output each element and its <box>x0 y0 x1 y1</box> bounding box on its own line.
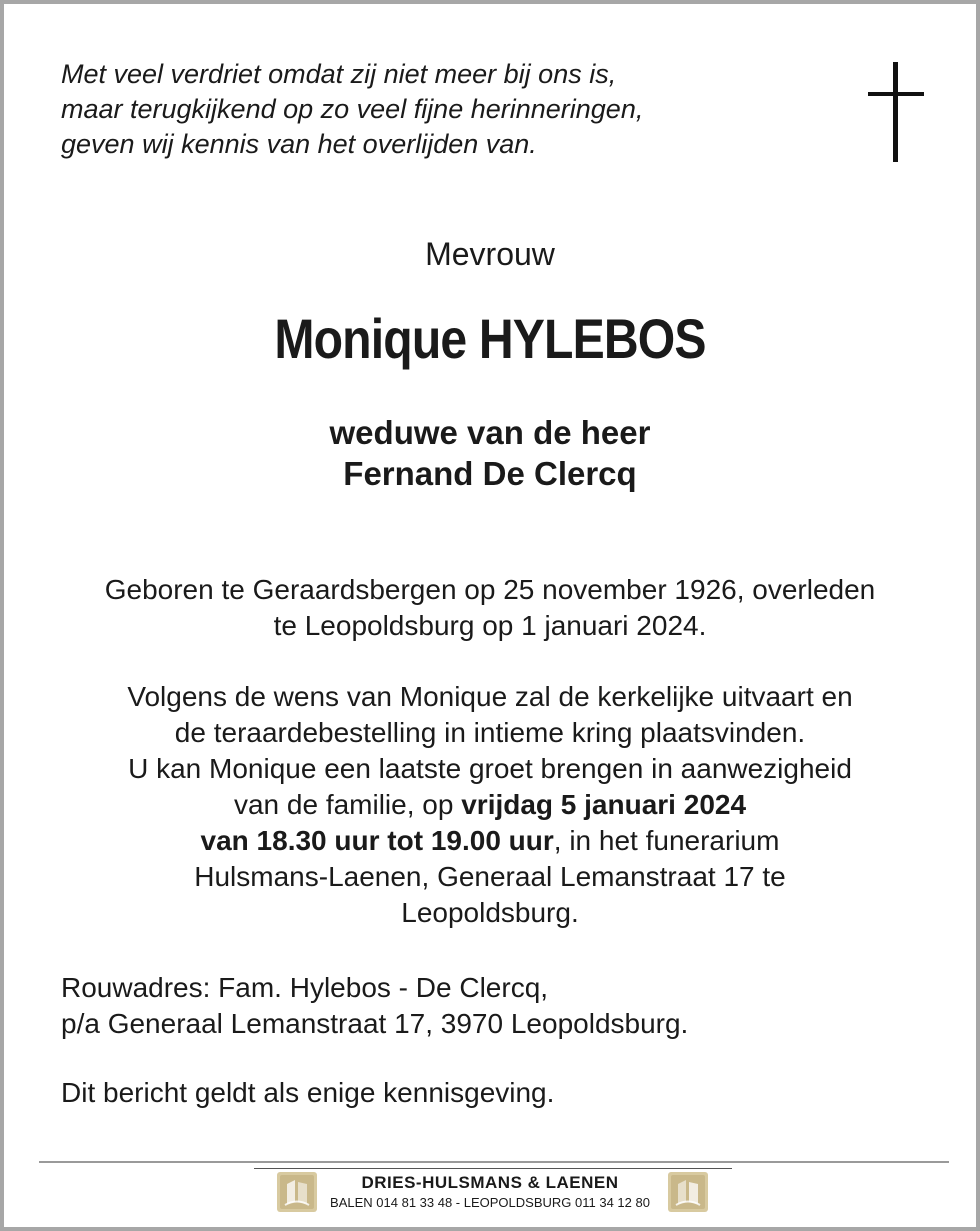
funeral-home-logo-icon <box>668 1172 708 1212</box>
latin-cross-icon <box>866 62 926 164</box>
mourning-address <box>61 970 688 1042</box>
funeral-line <box>4 787 976 823</box>
intro-line: Met veel verdriet omdat zij niet meer bij ons is, <box>61 59 617 89</box>
funeral-line <box>4 823 976 859</box>
salutation: Mevrouw <box>425 236 555 272</box>
funeral-line: U kan Monique een laatste groet brengen in aanwezigheid <box>128 753 852 784</box>
address-line: Rouwadres: Fam. Hylebos - De Clercq, <box>61 972 549 1003</box>
footer-rule <box>254 1168 732 1169</box>
visitation-date: vrijdag 5 januari 2024 <box>461 789 747 820</box>
notice-text: Dit bericht geldt als enige kennisgeving. <box>61 1077 555 1108</box>
funeral-line: Leopoldsburg. <box>401 897 579 928</box>
spouse-name: Fernand De Clercq <box>343 455 637 492</box>
funeral-home-name: DRIES-HULSMANS & LAENEN <box>361 1173 619 1192</box>
funeral-text: , in het funerarium <box>553 825 780 856</box>
visitation-time: van 18.30 uur tot 19.00 uur <box>200 825 554 856</box>
address-line: p/a Generaal Lemanstraat 17, 3970 Leopoldsburg. <box>61 1008 689 1039</box>
funeral-line: Hulsmans-Laenen, Generaal Lemanstraat 17 te <box>194 861 786 892</box>
birth-death-line: Geboren te Geraardsbergen op 25 november 1926, overleden <box>104 574 876 605</box>
footer-divider <box>39 1161 949 1163</box>
funeral-line: de teraardebestelling in intieme kring plaatsvinden. <box>174 717 806 748</box>
funeral-line: Volgens de wens van Monique zal de kerkelijke uitvaart en <box>127 681 853 712</box>
intro-text <box>61 57 821 162</box>
intro-line: geven wij kennis van het overlijden van. <box>61 129 537 159</box>
birth-death-line: te Leopoldsburg op 1 januari 2024. <box>273 610 707 641</box>
widow-of-line: weduwe van de heer <box>329 414 651 451</box>
widow-of <box>4 412 976 494</box>
funeral-paragraph <box>4 679 976 931</box>
birth-death-paragraph <box>4 572 976 644</box>
deceased-name: Monique HYLEBOS <box>274 307 706 370</box>
funeral-home-phones: BALEN 014 81 33 48 - LEOPOLDSBURG 011 34 12 80 <box>330 1195 650 1210</box>
intro-line: maar terugkijkend op zo veel fijne herinneringen, <box>61 94 644 124</box>
funeral-text: van de familie, op <box>233 789 462 820</box>
